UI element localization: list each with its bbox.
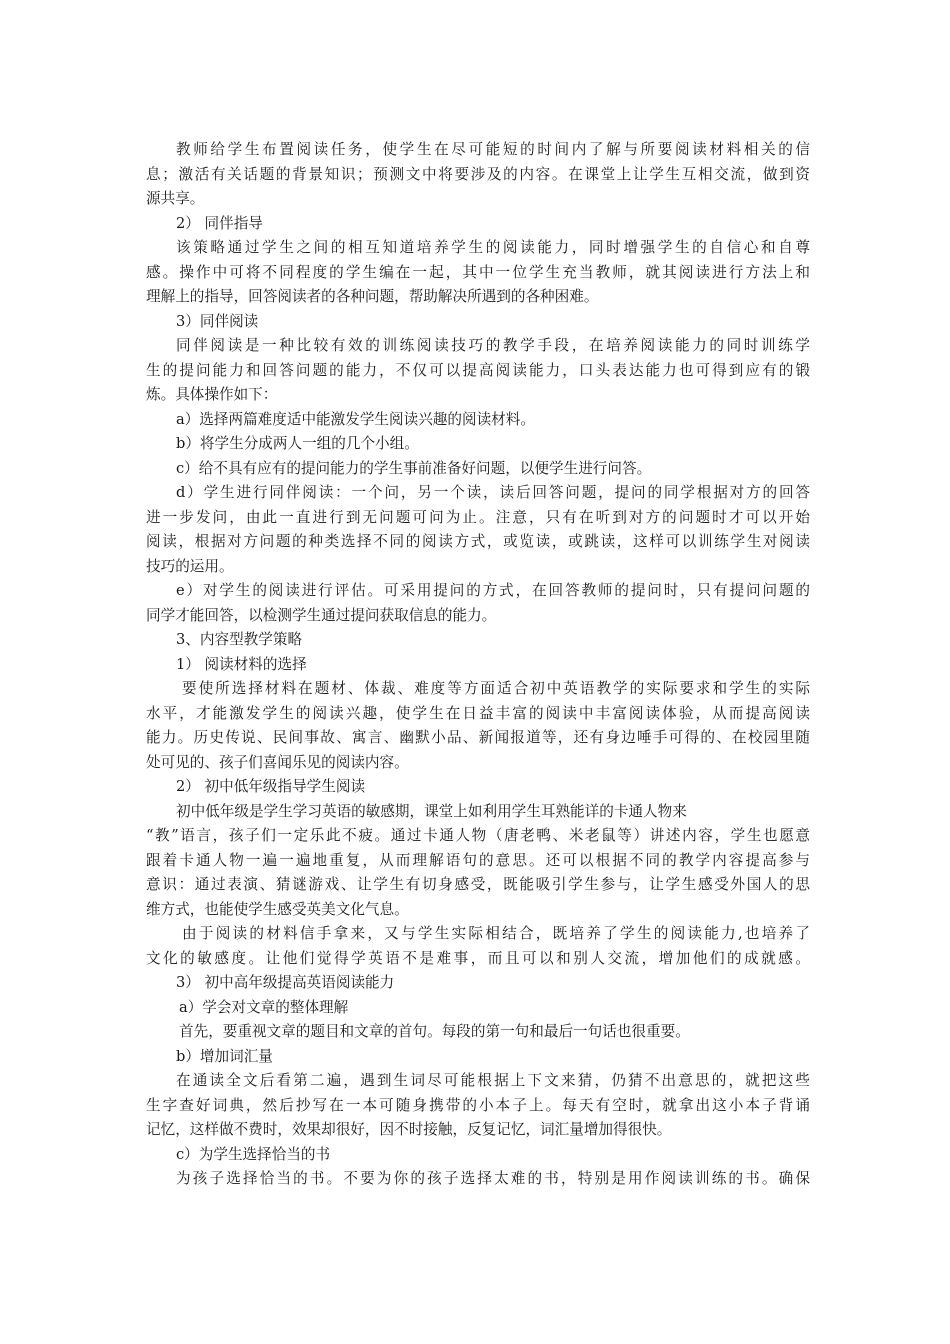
paragraph-line: 阅读，根据对方问题的种类选择不同的阅读方式，或览读，或跳读，这样可以训练学生对阅读 xyxy=(146,533,810,550)
list-item: b）增加词汇量 xyxy=(176,1047,273,1065)
list-item: c）给不具有应有的提问能力的学生事前准备好问题，以便学生进行问答。 xyxy=(176,459,652,477)
section-heading: 3、内容型教学策略 xyxy=(176,631,303,648)
paragraph-line: 炼。具体操作如下： xyxy=(146,386,278,403)
paragraph-line: 首先，要重视文章的题目和文章的首句。每段的第一句和最后一句话也很重要。 xyxy=(179,1023,690,1040)
paragraph-line: 生字查好词典，然后抄写在一本可随身携带的小本子上。每天有空时，就拿出这小本子背诵 xyxy=(146,1096,810,1114)
paragraph-line: 处可见的、孩子们喜闻乐见的阅读内容。 xyxy=(146,753,409,771)
paragraph-line: 该策略通过学生之间的相互知道培养学生的阅读能力，同时增强学生的自信心和自尊 xyxy=(176,239,810,256)
section-heading: 1） 阅读材料的选择 xyxy=(176,655,307,673)
list-item: d）学生进行同伴阅读：一个问，另一个读，读后回答问题，提问的同学根据对方的回答 xyxy=(176,484,810,501)
list-item: c）为学生选择恰当的书 xyxy=(176,1145,331,1163)
paragraph-line: 意识：通过表演、猜谜游戏、让学生有切身感受，既能吸引学生参与，让学生感受外国人的思 xyxy=(146,876,810,893)
paragraph-line: 要使所选择材料在题材、体裁、难度等方面适合初中英语教学的实际要求和学生的实际 xyxy=(182,680,810,697)
paragraph-line: 在通读全文后看第二遍，遇到生词尽可能根据上下文来猜，仍猜不出意思的，就把这些 xyxy=(176,1072,810,1089)
paragraph-line: 同伴阅读是一种比较有效的训练阅读技巧的教学手段，在培养阅读能力的同时训练学 xyxy=(176,337,810,354)
section-heading: 2） 初中低年级指导学生阅读 xyxy=(176,778,366,795)
paragraph-line: 进一步发问，由此一直进行到无问题可问为止。注意，只有在听到对方的问题时才可以开始 xyxy=(146,508,810,526)
paragraph-line: “教”语言，孩子们一定乐此不疲。通过卡通人物（唐老鸭、米老鼠等）讲述内容，学生也愿意 xyxy=(146,827,810,844)
list-item: b）将学生分成两人一组的几个小组。 xyxy=(176,435,419,452)
paragraph-line: 文化的敏感度。让他们觉得学英语不是难事，而且可以和别人交流，增加他们的成就感。 xyxy=(146,949,810,967)
paragraph-line: 技巧的运用。 xyxy=(146,557,234,575)
document-page xyxy=(146,138,810,1192)
paragraph-line: 跟着卡通人物一遍一遍地重复，从而理解语句的意思。还可以根据不同的教学内容提高参与 xyxy=(146,851,810,869)
paragraph-line: 水平，才能激发学生的阅读兴趣，使学生在日益丰富的阅读中丰富阅读体验，从而提高阅读 xyxy=(146,704,810,722)
paragraph-line: 记忆，这样做不费时，效果却很好，因不时接触，反复记忆，词汇量增加得很快。 xyxy=(146,1121,672,1138)
paragraph-line: 源共享。 xyxy=(146,190,205,207)
list-item: a）学会对文章的整体理解 xyxy=(179,998,349,1016)
section-heading: 3） 初中高年级提高英语阅读能力 xyxy=(176,974,395,991)
paragraph-line: 息；激活有关话题的背景知识；预测文中将要涉及的内容。在课堂上让学生互相交流，做到资 xyxy=(146,165,810,183)
list-item: a）选择两篇难度适中能激发学生阅读兴趣的阅读材料。 xyxy=(176,410,535,428)
paragraph-line: 初中低年级是学生学习英语的敏感期，课堂上如利用学生耳熟能详的卡通人物来 xyxy=(176,802,687,820)
paragraph-line: 理解上的指导，回答阅读者的各种问题，帮助解决所遇到的各种困难。 xyxy=(146,288,599,305)
paragraph-line: 能力。历史传说、民间事故、寓言、幽默小品、新闻报道等，还有身边唾手可得的、在校园里随 xyxy=(146,729,810,746)
paragraph-line: 生的提问能力和回答问题的能力，不仅可以提高阅读能力，口头表达能力也可得到应有的锻 xyxy=(146,361,810,379)
paragraph-line: 感。操作中可将不同程度的学生编在一起，其中一位学生充当教师，就其阅读进行方法上和 xyxy=(146,263,810,281)
paragraph-line: 同学才能回答，以检测学生通过提问获取信息的能力。 xyxy=(146,606,497,624)
paragraph-line: 由于阅读的材料信手拿来，又与学生实际相结合，既培养了学生的阅读能力,也培养了 xyxy=(182,925,810,942)
paragraph-line: 为孩子选择恰当的书。不要为你的孩子选择太难的书，特别是用作阅读训练的书。确保 xyxy=(176,1170,810,1187)
section-heading: 3）同伴阅读 xyxy=(176,312,259,330)
list-item: e）对学生的阅读进行评估。可采用提问的方式，在回答教师的提问时，只有提问问题的 xyxy=(176,582,810,599)
paragraph-line: 教师给学生布置阅读任务，使学生在尽可能短的时间内了解与所要阅读材料相关的信 xyxy=(176,141,810,158)
section-heading: 2） 同伴指导 xyxy=(176,214,263,232)
paragraph-line: 维方式，也能使学生感受英美文化气息。 xyxy=(146,900,409,918)
